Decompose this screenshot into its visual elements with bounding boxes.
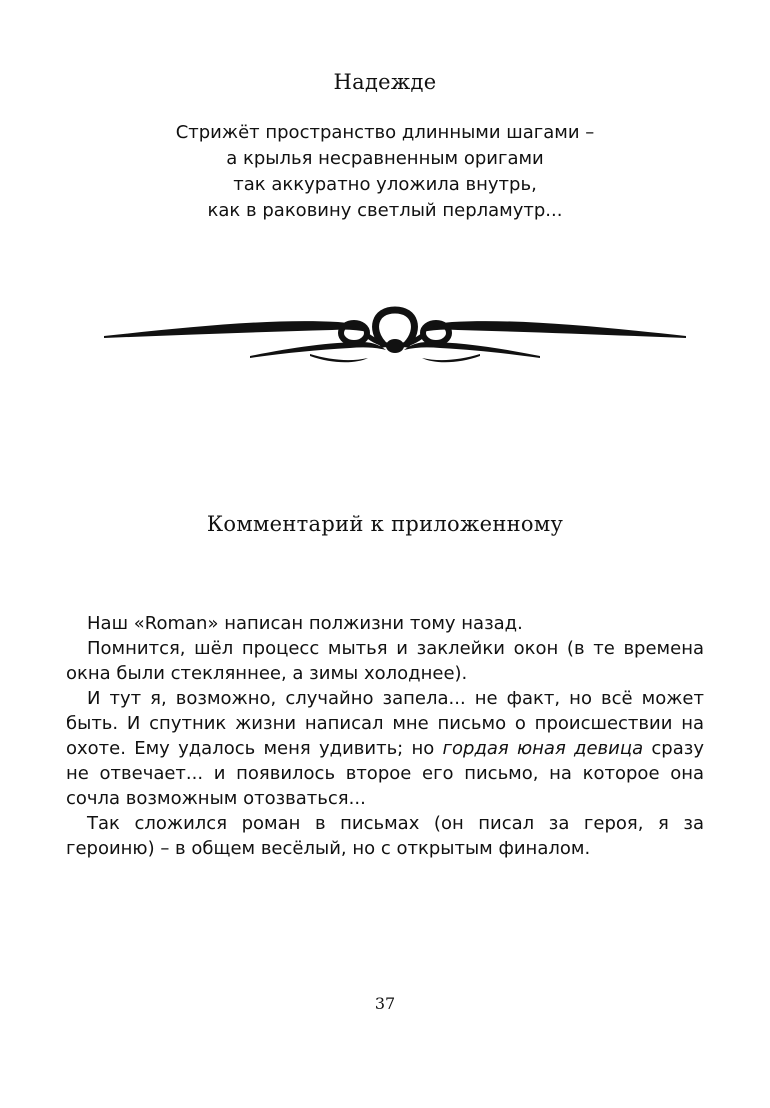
paragraph: Наш «Roman» написан полжизни тому назад. bbox=[87, 613, 523, 634]
paragraph: Так сложился роман в письмах (он писал за героя, я за героиню) – в общем весёлый, но с открытым финалом. bbox=[66, 813, 704, 859]
poem-line: Стрижёт пространство длинными шагами – bbox=[175, 122, 595, 143]
paragraph bbox=[66, 686, 704, 811]
paragraph: Помнится, шёл процесс мытья и заклейки окон (в те времена окна были стекляннее, а зимы холоднее). bbox=[66, 638, 704, 684]
poem-title: Надежде bbox=[333, 70, 437, 94]
section-title: Комментарий к приложенному bbox=[206, 512, 564, 536]
poem-line: как в раковину светлый перламутр... bbox=[207, 200, 563, 221]
emphasized-phrase: гордая юная девица bbox=[442, 738, 644, 759]
poem-line: а крылья несравненным оригами bbox=[226, 148, 544, 169]
page-number: 37 bbox=[374, 994, 396, 1013]
paragraph-text: сразу не отвечает... и появилось второе его письмо, на которое она сочла возможным отозваться... bbox=[66, 738, 704, 809]
poem-stanza bbox=[0, 120, 770, 224]
flourish-divider-icon bbox=[100, 300, 690, 372]
commentary-text bbox=[66, 611, 704, 861]
paragraph-text: И тут я, возможно, случайно запела... не факт, но всё может быть. И спутник жизни написал мне письмо о происшествии на охоте. Ему удалось меня удивить; но bbox=[66, 688, 704, 759]
poem-line: так аккуратно уложила внутрь, bbox=[233, 174, 537, 195]
